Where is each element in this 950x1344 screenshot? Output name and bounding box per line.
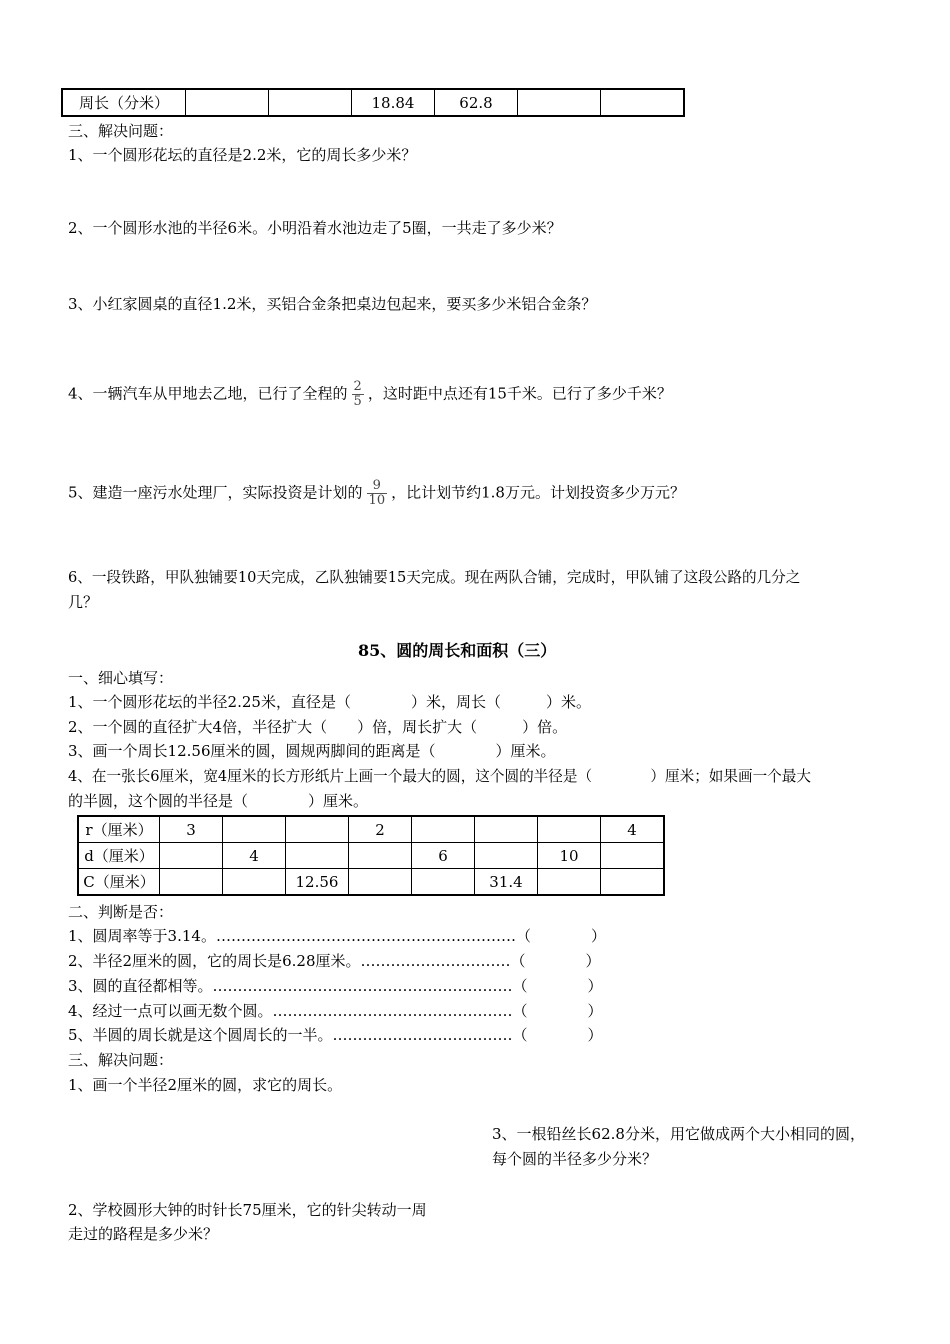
question-3: 3、小红家圆桌的直径1.2米，买铝合金条把桌边包起来，要买多少米铝合金条？ [68, 295, 597, 313]
fill-question-1: 1、一个圆形花坛的半径2.25米，直径是（ ）米，周长（ ）米。 [68, 693, 591, 711]
fraction-numerator: 2 [353, 379, 362, 394]
table-cell [349, 843, 412, 869]
solve-question-3-line-1: 3、一根铅丝长62.8分米，用它做成两个大小相同的圆， [492, 1125, 865, 1143]
judge-item-1: 1、圆周率等于3.14。……………………………………………………（ ） [68, 927, 606, 945]
row-label: d（厘米） [78, 843, 160, 869]
table-cell [186, 89, 269, 116]
fraction-two-fifths [352, 380, 364, 409]
solve-question-1: 1、画一个半径2厘米的圆，求它的周长。 [68, 1076, 343, 1094]
question-2: 2、一个圆形水池的半径6米。小明沿着水池边走了5圈，一共走了多少米？ [68, 219, 562, 237]
question-6-line-2: 几？ [68, 593, 99, 611]
table-cell [286, 816, 349, 843]
question-1: 1、一个圆形花坛的直径是2.2米，它的周长多少米？ [68, 146, 417, 164]
question-5 [68, 479, 685, 508]
fraction-numerator: 9 [372, 478, 381, 493]
table-cell [160, 843, 223, 869]
table-cell: 12.56 [286, 869, 349, 896]
question-5-text-b: ，比计划节约1.8万元。计划投资多少万元？ [391, 483, 685, 502]
table-cell [412, 816, 475, 843]
table-cell [349, 869, 412, 896]
row-label: r（厘米） [78, 816, 160, 843]
question-4-text-a: 4、一辆汽车从甲地去乙地，已行了全程的 [68, 384, 348, 403]
section-heading: 三、解决问题： [68, 122, 174, 140]
table-cell: 18.84 [352, 89, 435, 116]
solve-question-2-line-2: 走过的路程是多少米？ [68, 1225, 219, 1243]
row-label: 周长（分米） [62, 89, 186, 116]
table-cell: 10 [538, 843, 601, 869]
table-cell [475, 816, 538, 843]
page-title: 85、圆的周长和面积（三） [358, 641, 557, 660]
judge-item-4: 4、经过一点可以画无数个圆。…………………………………………（ ） [68, 1002, 603, 1020]
question-6-line-1: 6、一段铁路，甲队独铺要10天完成，乙队独铺要15天完成。现在两队合铺，完成时，甲队铺了这段公路的几分之 [68, 569, 801, 586]
table-cell [601, 869, 665, 896]
section-heading: 三、解决问题： [68, 1051, 174, 1069]
fraction-nine-tenths [367, 479, 388, 508]
fill-question-4-line-1: 4、在一张长6厘米，宽4厘米的长方形纸片上画一个最大的圆，这个圆的半径是（ ）厘米；如果画一个最大 [68, 768, 811, 785]
judge-item-2: 2、半径2厘米的圆，它的周长是6.28厘米。…………………………（ ） [68, 952, 601, 970]
table-cell [601, 843, 665, 869]
fill-question-4-line-2: 的半圆，这个圆的半径是（ ）厘米。 [68, 792, 369, 810]
table-cell: 62.8 [435, 89, 518, 116]
table-cell: 4 [223, 843, 286, 869]
question-5-text-a: 5、建造一座污水处理厂，实际投资是计划的 [68, 483, 363, 502]
table-row [62, 89, 684, 116]
judge-item-3: 3、圆的直径都相等。……………………………………………………（ ） [68, 977, 603, 995]
circle-table [77, 815, 665, 896]
fill-question-2: 2、一个圆的直径扩大4倍，半径扩大（ ）倍，周长扩大（ ）倍。 [68, 718, 568, 736]
question-4 [68, 380, 672, 409]
top-table [61, 88, 685, 117]
table-row [78, 816, 664, 843]
table-cell [601, 89, 685, 116]
table-cell [475, 843, 538, 869]
judge-item-5: 5、半圆的周长就是这个圆周长的一半。………………………………（ ） [68, 1026, 603, 1044]
table-cell [538, 816, 601, 843]
table-cell [412, 869, 475, 896]
table-cell: 2 [349, 816, 412, 843]
solve-question-3-line-2: 每个圆的半径多少分米？ [492, 1150, 658, 1168]
table-cell [518, 89, 601, 116]
table-cell [223, 816, 286, 843]
table-cell: 4 [601, 816, 665, 843]
fraction-denominator: 5 [353, 394, 362, 409]
table-row [78, 869, 664, 896]
solve-question-2-line-1: 2、学校圆形大钟的时针长75厘米，它的针尖转动一周 [68, 1201, 427, 1219]
table-cell [286, 843, 349, 869]
table-cell: 3 [160, 816, 223, 843]
question-4-text-b: ，这时距中点还有15千米。已行了多少千米？ [367, 384, 672, 403]
table-cell: 31.4 [475, 869, 538, 896]
section-heading: 一、细心填写： [68, 669, 174, 687]
table-cell: 6 [412, 843, 475, 869]
row-label: C（厘米） [78, 869, 160, 896]
fraction-denominator: 10 [368, 493, 386, 508]
table-row [78, 843, 664, 869]
section-heading: 二、判断是否： [68, 903, 174, 921]
fill-question-3: 3、画一个周长12.56厘米的圆，圆规两脚间的距离是（ ）厘米。 [68, 742, 556, 760]
table-cell [538, 869, 601, 896]
table-cell [223, 869, 286, 896]
table-cell [160, 869, 223, 896]
table-cell [269, 89, 352, 116]
